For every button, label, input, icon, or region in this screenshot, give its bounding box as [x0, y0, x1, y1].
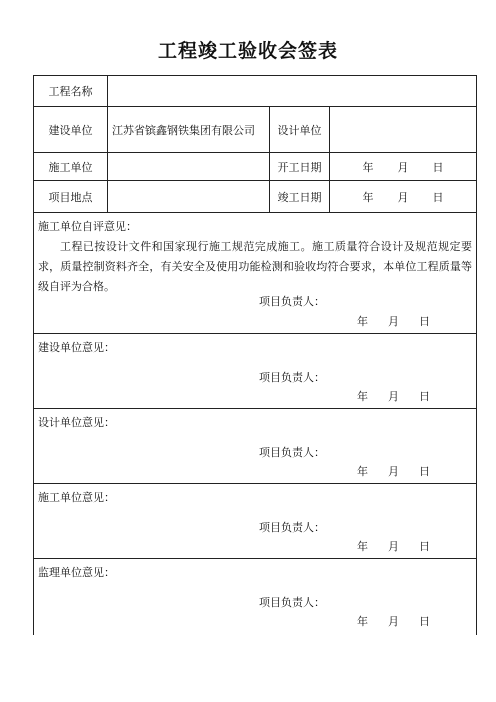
row-contractor	[34, 153, 476, 181]
start-date-month: 月	[397, 160, 409, 174]
finish-date-year: 年	[362, 190, 374, 204]
row-builder	[34, 107, 476, 153]
self-eval-body: 工程已按设计文件和国家现行施工规范完成施工。施工质量符合设计及规范规定要求，质量控制资料齐全，有关安全及使用功能检测和验收均符合要求，本单位工程质量等级自评为合格。	[38, 240, 472, 293]
signoff-table	[33, 75, 477, 635]
design-opinion-date: 年 月 日	[357, 465, 430, 478]
design-opinion-signer: 项目负责人：	[259, 446, 325, 459]
builder-label: 建设单位	[34, 107, 108, 152]
project-name-label: 工程名称	[34, 76, 108, 106]
project-name-field[interactable]	[108, 76, 476, 106]
contractor-label: 施工单位	[34, 153, 108, 180]
start-date-day: 日	[432, 160, 444, 174]
row-project-name	[34, 76, 476, 107]
location-label: 项目地点	[34, 181, 108, 212]
contractor-opinion-section	[34, 484, 476, 559]
builder-opinion-date: 年 月 日	[357, 390, 430, 403]
contractor-opinion-label: 施工单位意见：	[38, 491, 115, 504]
row-location	[34, 181, 476, 213]
design-field[interactable]	[330, 107, 476, 152]
self-eval-section	[34, 213, 476, 334]
supervisor-opinion-date: 年 月 日	[357, 615, 430, 628]
start-date-field[interactable]	[330, 153, 476, 180]
self-eval-signer: 项目负责人：	[259, 295, 325, 308]
supervisor-opinion-section	[34, 559, 476, 635]
finish-date-day: 日	[432, 190, 444, 204]
supervisor-opinion-signer: 项目负责人：	[259, 596, 325, 609]
builder-opinion-section	[34, 334, 476, 409]
builder-opinion-label: 建设单位意见：	[38, 341, 115, 354]
self-eval-label: 施工单位自评意见：	[38, 220, 137, 233]
page-title: 工程竣工验收会签表	[157, 40, 338, 62]
design-label: 设计单位	[270, 107, 330, 152]
finish-date-field[interactable]	[330, 181, 476, 212]
design-opinion-label: 设计单位意见：	[38, 416, 115, 429]
start-date-year: 年	[362, 160, 374, 174]
self-eval-date: 年 月 日	[357, 315, 430, 328]
supervisor-opinion-label: 监理单位意见：	[38, 566, 115, 579]
start-date-label: 开工日期	[270, 153, 330, 180]
design-opinion-section	[34, 409, 476, 484]
contractor-opinion-date: 年 月 日	[357, 540, 430, 553]
builder-field[interactable]: 江苏省镔鑫钢铁集团有限公司	[108, 107, 270, 152]
location-field[interactable]	[108, 181, 270, 212]
contractor-opinion-signer: 项目负责人：	[259, 521, 325, 534]
finish-date-label: 竣工日期	[270, 181, 330, 212]
builder-opinion-signer: 项目负责人：	[259, 371, 325, 384]
finish-date-month: 月	[397, 190, 409, 204]
contractor-field[interactable]	[108, 153, 270, 180]
